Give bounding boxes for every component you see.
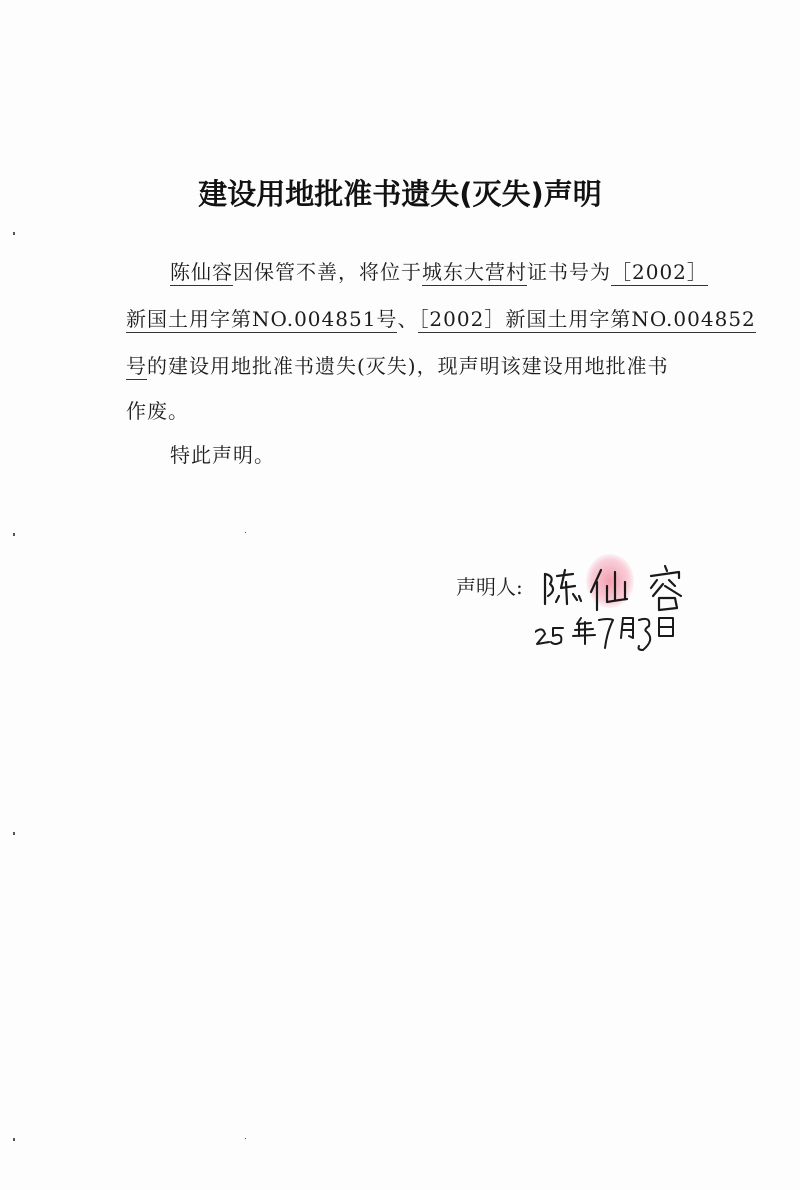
scan-artifact	[245, 532, 246, 533]
signature-label: 声明人:	[456, 575, 523, 599]
certificate-number-2: ［2002］新国土用字第NO.004852	[418, 307, 756, 331]
certificate-number-prefix: ［2002］	[611, 260, 708, 284]
certificate-number-1: 新国土用字第NO.004851号	[126, 307, 398, 331]
body-line-3	[126, 352, 669, 380]
body-line-4: 作废。	[126, 399, 189, 423]
scan-artifact	[13, 232, 15, 235]
body-text: 证书号为	[527, 260, 611, 284]
location-text: 城东大营村	[422, 260, 527, 284]
scan-artifact	[245, 1138, 246, 1139]
scan-artifact	[13, 1138, 15, 1141]
scan-artifact	[13, 533, 15, 536]
body-line-2	[126, 305, 756, 333]
declarant-name: 陈仙容	[170, 260, 233, 284]
separator: 、	[397, 307, 419, 331]
closing-line: 特此声明。	[170, 443, 275, 467]
body-line-1	[170, 258, 708, 286]
certificate-number-suffix: 号	[126, 354, 147, 378]
handwritten-signature	[535, 552, 695, 662]
body-text: 因保管不善，将位于	[233, 260, 422, 284]
document-title: 建设用地批准书遗失(灭失)声明	[198, 177, 602, 211]
scan-artifact	[13, 832, 15, 835]
body-text: 的建设用地批准书遗失(灭失)，现声明该建设用地批准书	[147, 354, 669, 378]
